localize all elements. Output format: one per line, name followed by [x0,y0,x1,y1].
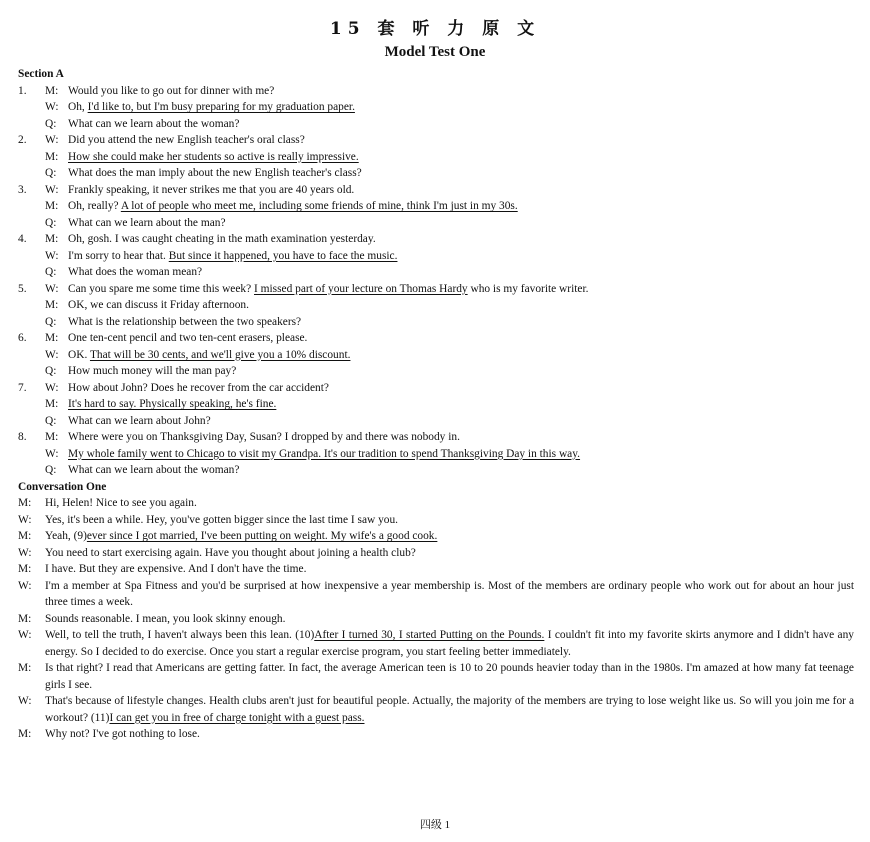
item-number: 6. [18,332,27,344]
underlined-answer: I'd like to, but I'm busy preparing for my graduation paper. [87,101,355,113]
dialogue-line [18,380,854,397]
item-number: 5. [18,282,27,295]
speaker-label: W: [18,546,32,559]
line-text: Oh, [68,101,88,113]
underlined-answer: After I turned 30, I started Putting on the Pounds. [314,629,545,641]
question-item [18,380,854,430]
dialogue-line [18,281,854,298]
line-text: Did you attend the new English teacher's oral class? [68,134,305,146]
underlined-answer: But since it happened, you have to face the music. [168,249,398,262]
underlined-answer: A lot of people who meet me, including some friends of mine, think I'm just in my 30s. [120,200,518,212]
dialogue-line [18,462,854,479]
line-text: What is the relationship between the two speakers? [68,315,302,328]
line-text: I'm sorry to hear that. [68,249,169,262]
speaker-label: Q: [45,464,57,476]
dialogue-line [18,215,854,232]
underlined-answer: It's hard to say. Physically speaking, he's fine. [68,398,277,410]
speaker-label: W: [45,183,59,196]
speaker-label: Q: [45,365,57,377]
dialogue-line [18,248,854,265]
conversation-line [18,561,854,578]
speaker-label: W: [45,249,59,262]
line-text-continued: who is my favorite writer. [467,282,589,295]
speaker-label: M: [45,150,59,163]
conversation-line [18,545,854,562]
line-text-continued: I couldn't fit into my favorite skirts anymore and I didn't have any energy. So I decided to do exercise. Once you start a regular exercise program, you start feeling better immediately. [45,629,854,658]
speaker-label: M: [45,332,59,344]
dialogue-line [18,83,854,100]
item-number: 7. [18,381,27,394]
line-text: That's because of lifestyle changes. Health clubs aren't just for beautiful people. Actually, the majority of the members are trying to lose weight like us. So will you join me for a workout? (11) [45,695,854,724]
line-text: Frankly speaking, it never strikes me that you are 40 years old. [68,183,355,196]
question-item [18,281,854,331]
transcript-body [18,66,854,743]
page-title: 15 套 听 力 原 文 [329,19,541,39]
underlined-answer: I can get you in free of charge tonight with a guest pass. [109,711,365,724]
dialogue-line [18,99,854,116]
dialogue-line [18,165,854,182]
speaker-label: W: [18,629,32,641]
speaker-label: M: [45,398,59,410]
speaker-label: W: [18,579,32,592]
line-text: I'm a member at Spa Fitness and you'd be surprised at how inexpensive a year membership is. Most of the members are ordinary people who work out for about an hour just three times a week. [45,579,854,608]
speaker-label: Q: [45,266,57,278]
conversation-line [18,660,854,693]
item-number: 8. [18,431,27,443]
line-text: How about John? Does he recover from the car accident? [68,381,329,394]
line-text: What does the man imply about the new English teacher's class? [68,167,362,179]
speaker-label: M: [18,530,32,542]
dialogue-line [18,347,854,364]
line-text: Oh, gosh. I was caught cheating in the math examination yesterday. [68,233,376,245]
underlined-answer: My whole family went to Chicago to visit my Grandpa. It's our tradition to spend Thanksgiving Day in this way. [68,447,581,460]
dialogue-line [18,413,854,430]
section-a-items [18,83,854,479]
underlined-answer: I missed part of your lecture on Thomas Hardy [254,282,468,295]
underlined-answer: ever since I got married, I've been putting on weight. My wife's a good cook. [86,530,438,542]
question-item [18,231,854,281]
section-a-heading: Section A [18,68,64,80]
dialogue-line [18,231,854,248]
dialogue-line [18,198,854,215]
speaker-label: W: [45,101,59,113]
speaker-label: W: [45,134,59,146]
line-text: Oh, really? [68,200,121,212]
page-subtitle: Model Test One [384,44,486,60]
dialogue-line [18,446,854,463]
line-text: Would you like to go out for dinner with me? [68,84,275,97]
dialogue-line [18,182,854,199]
dialogue-line [18,429,854,446]
line-text: Yes, it's been a while. Hey, you've gotten bigger since the last time I saw you. [45,513,399,526]
speaker-label: M: [45,233,59,245]
line-text: Sounds reasonable. I mean, you look skinny enough. [45,612,286,625]
line-text: What can we learn about the woman? [68,464,240,476]
question-item [18,429,854,479]
speaker-label: W: [45,381,59,394]
line-text: What can we learn about the man? [68,216,226,229]
conversation-line [18,693,854,726]
item-number: 1. [18,84,27,97]
line-text: What does the woman mean? [68,266,203,278]
line-text: What can we learn about John? [68,414,211,427]
conversation-one-lines [18,495,854,743]
speaker-label: W: [18,695,32,707]
speaker-label: Q: [45,117,57,130]
item-number: 4. [18,233,27,245]
line-text: Hi, Helen! Nice to see you again. [45,497,197,509]
question-item [18,330,854,380]
dialogue-line [18,132,854,149]
dialogue-line [18,330,854,347]
dialogue-line [18,149,854,166]
speaker-label: Q: [45,414,57,427]
item-number: 3. [18,183,27,196]
line-text: Can you spare me some time this week? [68,282,254,295]
line-text: What can we learn about the woman? [68,117,240,130]
conversation-line [18,528,854,545]
line-text: How much money will the man pay? [68,365,237,377]
underlined-answer: That will be 30 cents, and we'll give you a 10% discount. [89,348,351,361]
line-text: Why not? I've got nothing to lose. [45,728,200,740]
question-item [18,83,854,133]
conversation-line [18,512,854,529]
speaker-label: M: [18,563,32,575]
dialogue-line [18,363,854,380]
dialogue-line [18,297,854,314]
question-item [18,132,854,182]
conversation-line [18,726,854,743]
speaker-label: M: [18,728,32,740]
line-text: You need to start exercising again. Have you thought about joining a health club? [45,546,416,559]
line-text: Where were you on Thanksgiving Day, Susan? I dropped by and there was nobody in. [68,431,460,443]
conversation-line [18,578,854,611]
line-text: I have. But they are expensive. And I don't have the time. [45,563,307,575]
line-text: Yeah, (9) [45,530,87,542]
speaker-label: M: [18,497,32,509]
underlined-answer: How she could make her students so active is really impressive. [68,150,359,163]
speaker-label: Q: [45,315,57,328]
speaker-label: M: [45,299,59,311]
conversation-line [18,627,854,660]
speaker-label: M: [45,431,59,443]
speaker-label: W: [45,282,59,295]
line-text: One ten-cent pencil and two ten-cent erasers, please. [68,332,308,344]
page-footer: 四级 1 [419,819,451,831]
line-text: Is that right? I read that Americans are getting fatter. In fact, the average American teen is 10 to 20 pounds heavier today than in the 1980s. I'm amazed at how many fat teenage girls I see. [45,662,854,691]
line-text: Well, to tell the truth, I haven't always been this lean. (10) [45,629,315,641]
dialogue-line [18,264,854,281]
speaker-label: W: [18,513,32,526]
dialogue-line [18,314,854,331]
speaker-label: M: [45,84,59,97]
speaker-label: M: [45,200,59,212]
line-text: OK, we can discuss it Friday afternoon. [68,299,249,311]
dialogue-line [18,116,854,133]
speaker-label: W: [45,447,59,460]
conversation-line [18,495,854,512]
speaker-label: M: [18,612,32,625]
line-text: OK. [68,348,90,361]
speaker-label: W: [45,348,59,361]
item-number: 2. [18,134,27,146]
question-item [18,182,854,232]
speaker-label: Q: [45,167,57,179]
speaker-label: M: [18,662,32,674]
dialogue-line [18,396,854,413]
speaker-label: Q: [45,216,57,229]
conversation-line [18,611,854,628]
conversation-one-heading: Conversation One [18,480,107,493]
